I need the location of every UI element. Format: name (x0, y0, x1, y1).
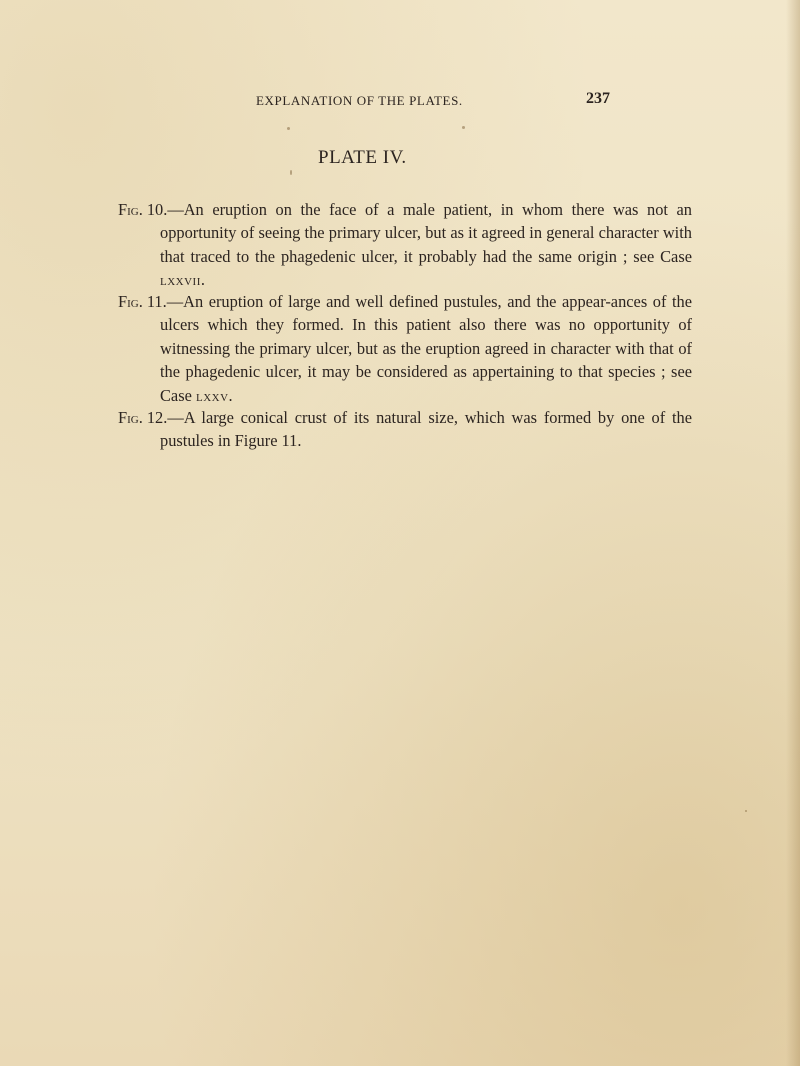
figure-number: 11. (146, 292, 167, 311)
paper-speck (290, 170, 292, 175)
paper-speck (287, 127, 290, 130)
figure-dash: — (167, 408, 184, 427)
figure-description: An eruption on the face of a male patient, in whom there was not an opportunity of seeing the primary ulcer, but as it agreed in general character with that traced to the phagedenic ulcer, it probably had the same origin ; see Case (160, 200, 692, 266)
figure-number: 12. (146, 408, 168, 427)
paper-speck (462, 126, 465, 129)
figure-10-entry (118, 198, 692, 292)
page-edge-shadow (786, 0, 800, 1066)
case-reference: lxxv. (195, 385, 234, 405)
figure-11-entry (118, 290, 692, 407)
figure-number: 10. (146, 200, 168, 219)
figure-label: Fig. (118, 292, 143, 311)
page-number: 237 (586, 90, 610, 107)
figure-label: Fig. (118, 408, 143, 427)
plate-title: PLATE IV. (318, 147, 407, 168)
figure-label: Fig. (118, 200, 143, 219)
case-reference: lxxvii. (160, 270, 206, 290)
figure-dash: — (166, 292, 184, 311)
figure-12-entry (118, 406, 692, 453)
figure-description: A large conical crust of its natural size, which was formed by one of the pustules in Figure 11. (160, 408, 692, 451)
figure-description: An eruption of large and well defined pustules, and the appear-ances of the ulcers which they formed. In this patient also there was no opportunity of witnessing the primary ulcer, but as the eruption agreed in character with that of the phagedenic ulcer, it may be considered as appertaining to that species ; see Case (160, 292, 692, 405)
figure-dash: — (167, 200, 184, 219)
paper-speck (745, 810, 747, 812)
running-head: EXPLANATION OF THE PLATES. (256, 93, 463, 108)
